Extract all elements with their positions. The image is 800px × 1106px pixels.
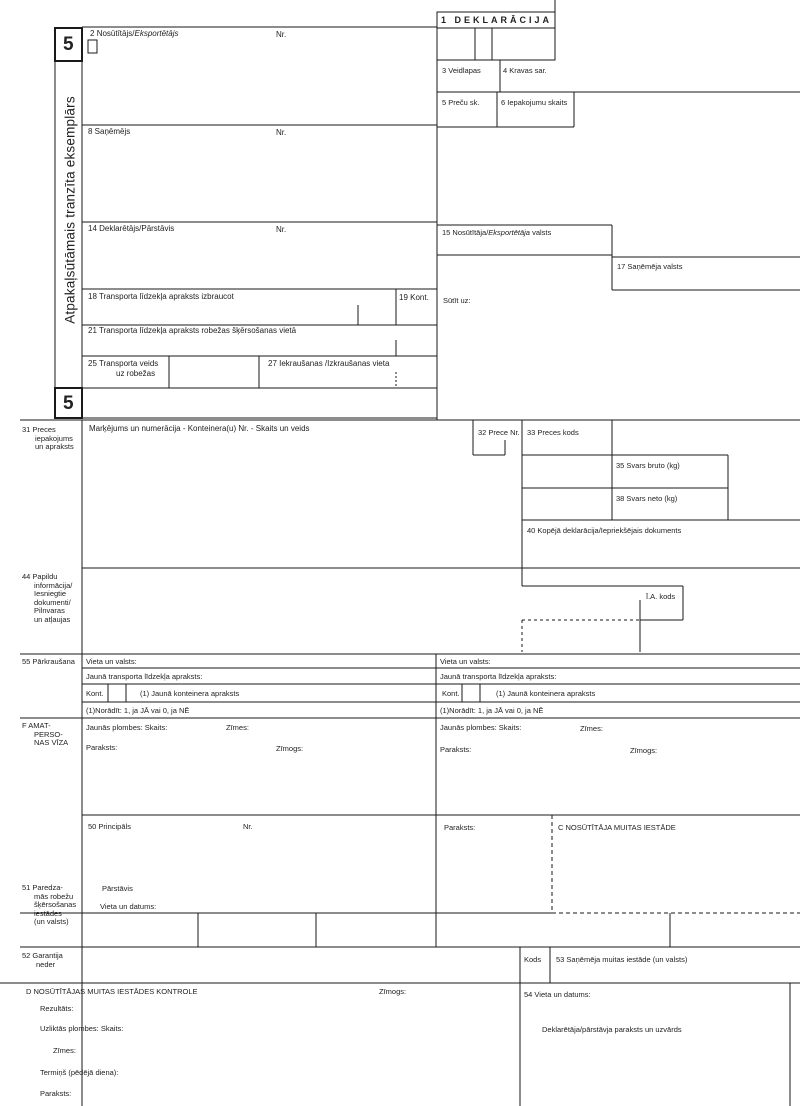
termins-label: Termiņš (pēdējā diena):: [40, 1068, 119, 1077]
noradit-left: (1)Norādīt: 1, ja JĀ vai 0, ja NĒ: [86, 706, 190, 715]
box-18-label: 18 Transporta līdzekļa apraksts izbraucot: [88, 292, 234, 301]
zimes-d-label: Zīmes:: [53, 1046, 76, 1055]
box-2-label: 2 Nosūtītājs/Eksportētājs: [90, 29, 179, 38]
box-38-label: 38 Svars neto (kg): [616, 494, 678, 503]
box-14-nr: Nr.: [276, 225, 287, 234]
paraksts-right: Paraksts:: [440, 745, 472, 754]
vieta-datums-label: Vieta un datums:: [100, 902, 157, 911]
paraksts-left: Paraksts:: [86, 743, 118, 752]
box-17-label: 17 Saņēmēja valsts: [617, 262, 683, 271]
sheet-number-top: 5: [63, 34, 74, 55]
box-33-label: 33 Preces kods: [527, 428, 579, 437]
sutit-uz-label: Sūtīt uz:: [443, 296, 471, 305]
box-51-side-label: 51 Paredza- mās robežu šķērsošanas iestādes (un valsts): [22, 883, 77, 926]
box-52-side-label: 52 Garantija neder: [22, 951, 63, 969]
box-31-side-label: 31 Preces iepakojums un apraksts: [22, 425, 74, 451]
box-27-label: 27 Iekraušanas /Izkraušanas vieta: [268, 359, 390, 368]
vieta-valsts-left: Vieta un valsts:: [86, 657, 137, 666]
box-53-label: 53 Saņēmēja muitas iestāde (un valsts): [556, 955, 688, 964]
uzliktas-plombes-label: Uzliktās plombes: Skaits:: [40, 1024, 124, 1033]
box-25-label-1: 25 Transporta veids: [88, 359, 159, 368]
box-5-label: 5 Preču sk.: [442, 98, 480, 107]
jauna-kont-right: (1) Jaunā konteinera apraksts: [496, 689, 596, 698]
box-15-label: 15 Nosūtītāja/Eksportētāja valsts: [442, 228, 552, 237]
box-1-title: 1 DEKLARĀCIJA: [441, 15, 553, 25]
paraksts-d-label: Paraksts:: [40, 1089, 72, 1098]
zimogs-right: Zīmogs:: [630, 746, 658, 755]
jauna-transp-left: Jaunā transporta līdzekļa apraksts:: [86, 672, 203, 681]
zimogs-left: Zīmogs:: [276, 744, 304, 753]
box-14-label: 14 Deklarētājs/Pārstāvis: [88, 224, 175, 233]
jauna-kont-left: (1) Jaunā konteinera apraksts: [140, 689, 240, 698]
rezultats-label: Rezultāts:: [40, 1004, 74, 1013]
box-6-label: 6 Iepakojumu skaits: [501, 98, 568, 107]
box-31-header: Marķējums un numerācija - Konteinera(u) Nr. - Skaits un veids: [89, 424, 310, 433]
box-C-label: C NOSŪTĪTĀJA MUITAS IESTĀDE: [558, 823, 676, 832]
box-8-nr: Nr.: [276, 128, 287, 137]
jaunas-plombes-left: Jaunās plombes: Skaits:: [86, 723, 168, 732]
jaunas-plombes-right: Jaunās plombes: Skaits:: [440, 723, 522, 732]
box-44-side-label: 44 Papildu informācija/ Iesniegtie dokumenti/ Pilnvaras un atļaujas: [22, 572, 73, 624]
box-2-nr: Nr.: [276, 30, 287, 39]
zimes-left: Zīmes:: [226, 723, 249, 732]
box-50-label: 50 Principāls: [88, 822, 131, 831]
jauna-transp-right: Jaunā transporta līdzekļa apraksts:: [440, 672, 557, 681]
vieta-valsts-right: Vieta un valsts:: [440, 657, 491, 666]
box-40-label: 40 Kopējā deklarācija/Iepriekšējais dokuments: [527, 526, 682, 535]
zimes-right: Zīmes:: [580, 724, 603, 733]
box-8-label: 8 Saņēmējs: [88, 127, 131, 136]
box-21-label: 21 Transporta līdzekļa apraksts robežas šķērsošanas vietā: [88, 326, 297, 335]
box-54-sign-label: Deklarētāja/pārstāvja paraksts un uzvārds: [542, 1025, 682, 1034]
box-4-label: 4 Kravas sar.: [503, 66, 547, 75]
box-50-paraksts: Paraksts:: [444, 823, 476, 832]
noradit-right: (1)Norādīt: 1, ja JĀ vai 0, ja NĒ: [440, 706, 544, 715]
box-3-label: 3 Veidlapas: [442, 66, 481, 75]
kods-label: Kods: [524, 955, 542, 964]
box-19-label: 19 Kont.: [399, 293, 429, 302]
box-F-side-label: F AMAT- PERSO- NAS VĪZA: [22, 721, 69, 747]
box-25-label-2: uz robežas: [116, 369, 156, 378]
kont-right: Kont.: [442, 689, 460, 698]
box-32-label: 32 Prece Nr.: [478, 428, 520, 437]
kont-left: Kont.: [86, 689, 104, 698]
box-D-label: D NOSŪTĪTĀJAS MUITAS IESTĀDES KONTROLE: [26, 987, 198, 996]
box-55-label: 55 Pārkraušana: [22, 657, 75, 666]
sheet-number-bottom: 5: [63, 393, 74, 414]
box-54-label: 54 Vieta un datums:: [524, 990, 591, 999]
box-35-label: 35 Svars bruto (kg): [616, 461, 680, 470]
box-D-zimogs: Zīmogs:: [379, 987, 407, 996]
ia-kods-label: Ī.A. kods: [646, 592, 676, 601]
parstavis-label: Pārstāvis: [102, 884, 133, 893]
box-50-nr: Nr.: [243, 822, 253, 831]
